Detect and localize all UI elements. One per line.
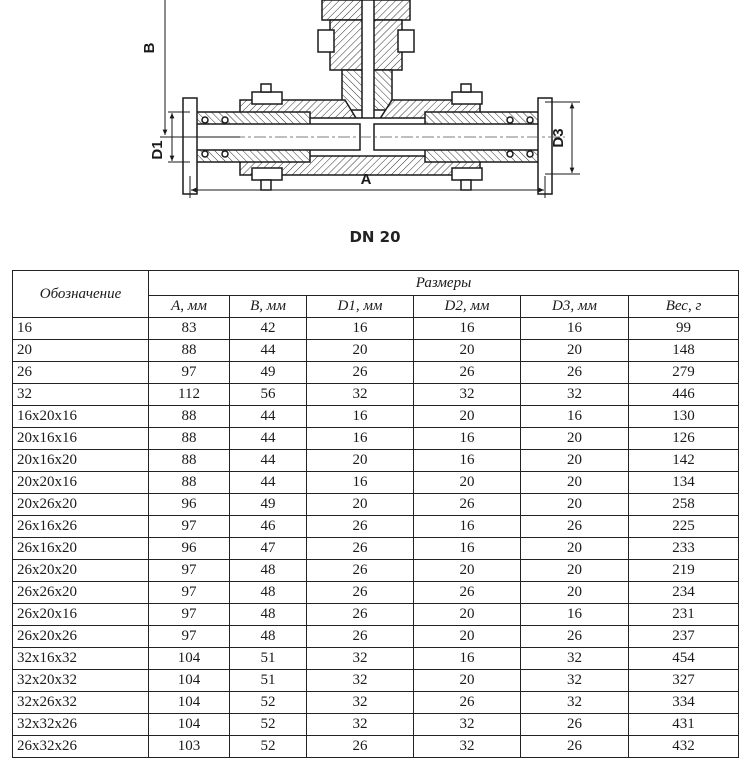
value-cell: 52 — [230, 714, 307, 736]
table-row — [13, 560, 739, 582]
designation-cell: 20 — [13, 340, 149, 362]
value-cell: 130 — [629, 406, 739, 428]
table-row — [13, 472, 739, 494]
value-cell: 16 — [414, 648, 521, 670]
dimensions-table — [12, 270, 739, 758]
value-cell: 52 — [230, 692, 307, 714]
value-cell: 32 — [307, 714, 414, 736]
value-cell: 16 — [414, 428, 521, 450]
value-cell: 88 — [149, 428, 230, 450]
value-cell: 20 — [414, 604, 521, 626]
value-cell: 88 — [149, 450, 230, 472]
value-cell: 20 — [521, 582, 629, 604]
value-cell: 32 — [307, 692, 414, 714]
value-cell: 48 — [230, 626, 307, 648]
table-body — [13, 318, 739, 758]
column-header: A, мм — [149, 296, 230, 318]
value-cell: 32 — [414, 384, 521, 406]
value-cell: 134 — [629, 472, 739, 494]
value-cell: 16 — [414, 516, 521, 538]
value-cell: 26 — [521, 362, 629, 384]
value-cell: 446 — [629, 384, 739, 406]
value-cell: 26 — [307, 736, 414, 758]
value-cell: 126 — [629, 428, 739, 450]
value-cell: 42 — [230, 318, 307, 340]
value-cell: 48 — [230, 582, 307, 604]
value-cell: 97 — [149, 362, 230, 384]
value-cell: 26 — [521, 736, 629, 758]
value-cell: 16 — [414, 450, 521, 472]
value-cell: 26 — [307, 626, 414, 648]
dimensions-group-header: Размеры — [149, 271, 739, 296]
designation-cell: 26x20x16 — [13, 604, 149, 626]
value-cell: 16 — [521, 604, 629, 626]
table-row — [13, 736, 739, 758]
value-cell: 96 — [149, 538, 230, 560]
value-cell: 219 — [629, 560, 739, 582]
table-row — [13, 340, 739, 362]
value-cell: 20 — [521, 340, 629, 362]
value-cell: 431 — [629, 714, 739, 736]
value-cell: 48 — [230, 604, 307, 626]
value-cell: 26 — [307, 604, 414, 626]
value-cell: 32 — [307, 648, 414, 670]
value-cell: 26 — [521, 626, 629, 648]
value-cell: 16 — [414, 538, 521, 560]
dim-label-d1: D1 — [149, 140, 166, 160]
value-cell: 20 — [521, 472, 629, 494]
designation-cell: 20x16x16 — [13, 428, 149, 450]
value-cell: 103 — [149, 736, 230, 758]
value-cell: 49 — [230, 494, 307, 516]
value-cell: 96 — [149, 494, 230, 516]
value-cell: 26 — [307, 560, 414, 582]
table-row — [13, 428, 739, 450]
value-cell: 32 — [307, 384, 414, 406]
value-cell: 16 — [521, 406, 629, 428]
value-cell: 26 — [307, 516, 414, 538]
value-cell: 26 — [414, 692, 521, 714]
value-cell: 88 — [149, 406, 230, 428]
designation-cell: 32x32x26 — [13, 714, 149, 736]
value-cell: 83 — [149, 318, 230, 340]
table-row — [13, 648, 739, 670]
designation-cell: 32x26x32 — [13, 692, 149, 714]
value-cell: 20 — [521, 494, 629, 516]
value-cell: 20 — [414, 670, 521, 692]
value-cell: 32 — [414, 714, 521, 736]
value-cell: 16 — [307, 428, 414, 450]
column-header: D1, мм — [307, 296, 414, 318]
value-cell: 44 — [230, 428, 307, 450]
value-cell: 44 — [230, 472, 307, 494]
table-row — [13, 362, 739, 384]
designation-cell: 20x26x20 — [13, 494, 149, 516]
table-row — [13, 494, 739, 516]
value-cell: 97 — [149, 604, 230, 626]
tee-fitting-drawing — [0, 0, 750, 215]
value-cell: 32 — [521, 692, 629, 714]
value-cell: 32 — [521, 670, 629, 692]
designation-cell: 32x20x32 — [13, 670, 149, 692]
designation-cell: 26x32x26 — [13, 736, 149, 758]
value-cell: 16 — [414, 318, 521, 340]
table-row — [13, 626, 739, 648]
value-cell: 97 — [149, 582, 230, 604]
value-cell: 26 — [307, 362, 414, 384]
table-row — [13, 406, 739, 428]
designation-cell: 26x16x26 — [13, 516, 149, 538]
value-cell: 20 — [414, 406, 521, 428]
value-cell: 148 — [629, 340, 739, 362]
designation-cell: 26x26x20 — [13, 582, 149, 604]
designation-header: Обозначение — [13, 271, 149, 318]
designation-cell: 26x20x26 — [13, 626, 149, 648]
dim-label-d3: D3 — [550, 128, 567, 148]
value-cell: 16 — [307, 406, 414, 428]
designation-cell: 20x16x20 — [13, 450, 149, 472]
value-cell: 20 — [521, 560, 629, 582]
value-cell: 46 — [230, 516, 307, 538]
value-cell: 16 — [307, 318, 414, 340]
value-cell: 97 — [149, 516, 230, 538]
value-cell: 32 — [521, 384, 629, 406]
dim-label-a: A — [360, 171, 372, 188]
value-cell: 454 — [629, 648, 739, 670]
designation-cell: 16 — [13, 318, 149, 340]
value-cell: 44 — [230, 406, 307, 428]
table-row — [13, 516, 739, 538]
table-row — [13, 450, 739, 472]
value-cell: 20 — [521, 428, 629, 450]
table-row — [13, 604, 739, 626]
value-cell: 225 — [629, 516, 739, 538]
value-cell: 233 — [629, 538, 739, 560]
value-cell: 327 — [629, 670, 739, 692]
value-cell: 104 — [149, 648, 230, 670]
table-row — [13, 714, 739, 736]
value-cell: 432 — [629, 736, 739, 758]
value-cell: 231 — [629, 604, 739, 626]
value-cell: 234 — [629, 582, 739, 604]
table-row — [13, 582, 739, 604]
value-cell: 44 — [230, 340, 307, 362]
table-row — [13, 538, 739, 560]
value-cell: 26 — [521, 714, 629, 736]
designation-cell: 26x16x20 — [13, 538, 149, 560]
value-cell: 20 — [414, 472, 521, 494]
value-cell: 104 — [149, 692, 230, 714]
value-cell: 88 — [149, 340, 230, 362]
table-row — [13, 384, 739, 406]
value-cell: 47 — [230, 538, 307, 560]
value-cell: 112 — [149, 384, 230, 406]
value-cell: 20 — [521, 538, 629, 560]
value-cell: 56 — [230, 384, 307, 406]
value-cell: 334 — [629, 692, 739, 714]
value-cell: 32 — [307, 670, 414, 692]
value-cell: 142 — [629, 450, 739, 472]
value-cell: 104 — [149, 714, 230, 736]
value-cell: 279 — [629, 362, 739, 384]
table-row — [13, 670, 739, 692]
value-cell: 16 — [307, 472, 414, 494]
designation-cell: 32x16x32 — [13, 648, 149, 670]
value-cell: 20 — [307, 450, 414, 472]
value-cell: 26 — [414, 494, 521, 516]
value-cell: 88 — [149, 472, 230, 494]
value-cell: 51 — [230, 648, 307, 670]
value-cell: 237 — [629, 626, 739, 648]
caption: DN 20 — [349, 228, 401, 246]
value-cell: 20 — [414, 560, 521, 582]
value-cell: 97 — [149, 560, 230, 582]
value-cell: 26 — [307, 538, 414, 560]
designation-cell: 26 — [13, 362, 149, 384]
dim-label-b: B — [141, 42, 158, 54]
column-header: D3, мм — [521, 296, 629, 318]
value-cell: 32 — [521, 648, 629, 670]
value-cell: 99 — [629, 318, 739, 340]
value-cell: 104 — [149, 670, 230, 692]
value-cell: 26 — [307, 582, 414, 604]
value-cell: 20 — [414, 340, 521, 362]
value-cell: 20 — [307, 494, 414, 516]
value-cell: 44 — [230, 450, 307, 472]
value-cell: 20 — [521, 450, 629, 472]
table-row — [13, 692, 739, 714]
tee-body — [183, 0, 552, 194]
designation-cell: 16x20x16 — [13, 406, 149, 428]
value-cell: 26 — [414, 582, 521, 604]
value-cell: 49 — [230, 362, 307, 384]
value-cell: 97 — [149, 626, 230, 648]
designation-cell: 26x20x20 — [13, 560, 149, 582]
designation-cell: 20x20x16 — [13, 472, 149, 494]
value-cell: 51 — [230, 670, 307, 692]
value-cell: 20 — [414, 626, 521, 648]
value-cell: 48 — [230, 560, 307, 582]
column-header: Вес, г — [629, 296, 739, 318]
value-cell: 26 — [521, 516, 629, 538]
column-header: B, мм — [230, 296, 307, 318]
value-cell: 26 — [414, 362, 521, 384]
value-cell: 258 — [629, 494, 739, 516]
value-cell: 16 — [521, 318, 629, 340]
value-cell: 52 — [230, 736, 307, 758]
value-cell: 32 — [414, 736, 521, 758]
table-row — [13, 318, 739, 340]
designation-cell: 32 — [13, 384, 149, 406]
column-header: D2, мм — [414, 296, 521, 318]
value-cell: 20 — [307, 340, 414, 362]
